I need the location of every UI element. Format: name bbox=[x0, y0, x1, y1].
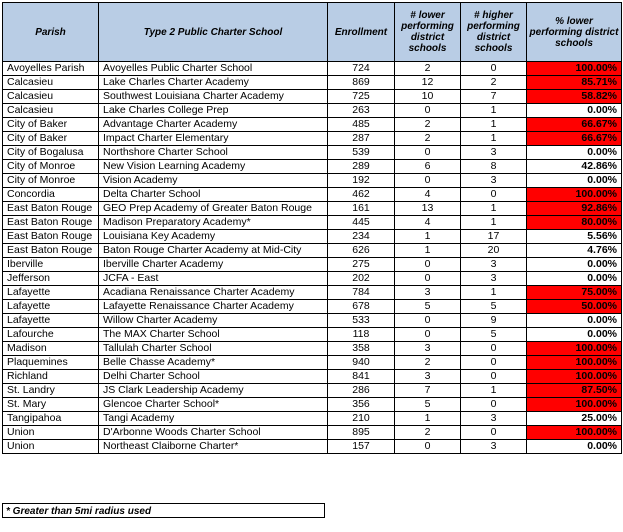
school-cell: Glencoe Charter School* bbox=[99, 398, 328, 412]
pct-cell: 0.00% bbox=[527, 440, 622, 454]
higher-count-cell: 0 bbox=[461, 398, 527, 412]
parish-cell: Calcasieu bbox=[3, 90, 99, 104]
enrollment-cell: 678 bbox=[328, 300, 395, 314]
school-cell: Madison Preparatory Academy* bbox=[99, 216, 328, 230]
table-row bbox=[3, 258, 622, 272]
parish-cell: Jefferson bbox=[3, 272, 99, 286]
higher-count-cell: 1 bbox=[461, 286, 527, 300]
table-row bbox=[3, 356, 622, 370]
table-row bbox=[3, 174, 622, 188]
school-cell: Advantage Charter Academy bbox=[99, 118, 328, 132]
header-higher-performing: # higher performing district schools bbox=[461, 3, 527, 62]
higher-count-cell: 1 bbox=[461, 118, 527, 132]
parish-cell: Concordia bbox=[3, 188, 99, 202]
enrollment-cell: 286 bbox=[328, 384, 395, 398]
lower-count-cell: 4 bbox=[395, 188, 461, 202]
school-cell: D'Arbonne Woods Charter School bbox=[99, 426, 328, 440]
higher-count-cell: 0 bbox=[461, 62, 527, 76]
lower-count-cell: 0 bbox=[395, 174, 461, 188]
pct-cell: 100.00% bbox=[527, 62, 622, 76]
table-row bbox=[3, 244, 622, 258]
enrollment-cell: 895 bbox=[328, 426, 395, 440]
lower-count-cell: 2 bbox=[395, 426, 461, 440]
header-row bbox=[3, 3, 622, 62]
lower-count-cell: 2 bbox=[395, 118, 461, 132]
pct-cell: 100.00% bbox=[527, 370, 622, 384]
parish-cell: Union bbox=[3, 440, 99, 454]
lower-count-cell: 0 bbox=[395, 258, 461, 272]
school-cell: Northshore Charter School bbox=[99, 146, 328, 160]
school-cell: Willow Charter Academy bbox=[99, 314, 328, 328]
school-cell: Lake Charles Charter Academy bbox=[99, 76, 328, 90]
parish-cell: City of Baker bbox=[3, 118, 99, 132]
enrollment-cell: 157 bbox=[328, 440, 395, 454]
enrollment-cell: 940 bbox=[328, 356, 395, 370]
lower-count-cell: 13 bbox=[395, 202, 461, 216]
lower-count-cell: 0 bbox=[395, 328, 461, 342]
pct-cell: 87.50% bbox=[527, 384, 622, 398]
higher-count-cell: 0 bbox=[461, 426, 527, 440]
pct-cell: 100.00% bbox=[527, 398, 622, 412]
parish-cell: Lafayette bbox=[3, 286, 99, 300]
higher-count-cell: 3 bbox=[461, 146, 527, 160]
pct-cell: 4.76% bbox=[527, 244, 622, 258]
enrollment-cell: 358 bbox=[328, 342, 395, 356]
pct-cell: 0.00% bbox=[527, 314, 622, 328]
higher-count-cell: 1 bbox=[461, 216, 527, 230]
header-school: Type 2 Public Charter School bbox=[99, 3, 328, 62]
parish-cell: City of Baker bbox=[3, 132, 99, 146]
enrollment-cell: 784 bbox=[328, 286, 395, 300]
header-lower-performing: # lower performing district schools bbox=[395, 3, 461, 62]
parish-cell: East Baton Rouge bbox=[3, 216, 99, 230]
higher-count-cell: 3 bbox=[461, 272, 527, 286]
pct-cell: 100.00% bbox=[527, 426, 622, 440]
table-row bbox=[3, 412, 622, 426]
enrollment-cell: 356 bbox=[328, 398, 395, 412]
lower-count-cell: 3 bbox=[395, 370, 461, 384]
parish-cell: Lafourche bbox=[3, 328, 99, 342]
pct-cell: 66.67% bbox=[527, 132, 622, 146]
lower-count-cell: 10 bbox=[395, 90, 461, 104]
lower-count-cell: 1 bbox=[395, 230, 461, 244]
school-cell: Northeast Claiborne Charter* bbox=[99, 440, 328, 454]
table-row bbox=[3, 426, 622, 440]
school-cell: The MAX Charter School bbox=[99, 328, 328, 342]
higher-count-cell: 3 bbox=[461, 174, 527, 188]
table-row bbox=[3, 132, 622, 146]
higher-count-cell: 1 bbox=[461, 132, 527, 146]
table-row bbox=[3, 202, 622, 216]
parish-cell: Lafayette bbox=[3, 314, 99, 328]
header-parish: Parish bbox=[3, 3, 99, 62]
higher-count-cell: 0 bbox=[461, 356, 527, 370]
enrollment-cell: 841 bbox=[328, 370, 395, 384]
lower-count-cell: 1 bbox=[395, 412, 461, 426]
lower-count-cell: 2 bbox=[395, 132, 461, 146]
lower-count-cell: 7 bbox=[395, 384, 461, 398]
lower-count-cell: 12 bbox=[395, 76, 461, 90]
pct-cell: 0.00% bbox=[527, 272, 622, 286]
table-row bbox=[3, 160, 622, 174]
school-cell: Southwest Louisiana Charter Academy bbox=[99, 90, 328, 104]
pct-cell: 5.56% bbox=[527, 230, 622, 244]
enrollment-cell: 445 bbox=[328, 216, 395, 230]
table-row bbox=[3, 314, 622, 328]
pct-cell: 80.00% bbox=[527, 216, 622, 230]
lower-count-cell: 5 bbox=[395, 300, 461, 314]
higher-count-cell: 20 bbox=[461, 244, 527, 258]
pct-cell: 85.71% bbox=[527, 76, 622, 90]
table-row bbox=[3, 104, 622, 118]
pct-cell: 0.00% bbox=[527, 146, 622, 160]
pct-cell: 0.00% bbox=[527, 104, 622, 118]
table-row bbox=[3, 146, 622, 160]
school-cell: Lake Charles College Prep bbox=[99, 104, 328, 118]
pct-cell: 0.00% bbox=[527, 258, 622, 272]
enrollment-cell: 485 bbox=[328, 118, 395, 132]
school-cell: Belle Chasse Academy* bbox=[99, 356, 328, 370]
header-pct-lower: % lower performing district schools bbox=[527, 3, 622, 62]
enrollment-cell: 192 bbox=[328, 174, 395, 188]
school-cell: Lafayette Renaissance Charter Academy bbox=[99, 300, 328, 314]
school-cell: Baton Rouge Charter Academy at Mid-City bbox=[99, 244, 328, 258]
table-row bbox=[3, 384, 622, 398]
lower-count-cell: 2 bbox=[395, 356, 461, 370]
pct-cell: 100.00% bbox=[527, 356, 622, 370]
lower-count-cell: 3 bbox=[395, 286, 461, 300]
enrollment-cell: 263 bbox=[328, 104, 395, 118]
pct-cell: 0.00% bbox=[527, 328, 622, 342]
parish-cell: Calcasieu bbox=[3, 76, 99, 90]
parish-cell: East Baton Rouge bbox=[3, 244, 99, 258]
table-row bbox=[3, 286, 622, 300]
parish-cell: Avoyelles Parish bbox=[3, 62, 99, 76]
pct-cell: 75.00% bbox=[527, 286, 622, 300]
parish-cell: East Baton Rouge bbox=[3, 202, 99, 216]
lower-count-cell: 3 bbox=[395, 342, 461, 356]
enrollment-cell: 539 bbox=[328, 146, 395, 160]
lower-count-cell: 1 bbox=[395, 244, 461, 258]
pct-cell: 25.00% bbox=[527, 412, 622, 426]
parish-cell: Plaquemines bbox=[3, 356, 99, 370]
school-cell: Acadiana Renaissance Charter Academy bbox=[99, 286, 328, 300]
parish-cell: Madison bbox=[3, 342, 99, 356]
school-cell: Impact Charter Elementary bbox=[99, 132, 328, 146]
enrollment-cell: 234 bbox=[328, 230, 395, 244]
school-cell: Louisiana Key Academy bbox=[99, 230, 328, 244]
charter-school-table bbox=[2, 2, 622, 454]
school-cell: Avoyelles Public Charter School bbox=[99, 62, 328, 76]
table-row bbox=[3, 216, 622, 230]
parish-cell: Iberville bbox=[3, 258, 99, 272]
table-row bbox=[3, 62, 622, 76]
table-row bbox=[3, 230, 622, 244]
table-row bbox=[3, 328, 622, 342]
footnote: * Greater than 5mi radius used bbox=[2, 503, 325, 518]
higher-count-cell: 0 bbox=[461, 342, 527, 356]
higher-count-cell: 3 bbox=[461, 258, 527, 272]
enrollment-cell: 869 bbox=[328, 76, 395, 90]
enrollment-cell: 626 bbox=[328, 244, 395, 258]
table-row bbox=[3, 300, 622, 314]
table-row bbox=[3, 188, 622, 202]
school-cell: GEO Prep Academy of Greater Baton Rouge bbox=[99, 202, 328, 216]
enrollment-cell: 289 bbox=[328, 160, 395, 174]
higher-count-cell: 1 bbox=[461, 104, 527, 118]
school-cell: Delhi Charter School bbox=[99, 370, 328, 384]
higher-count-cell: 5 bbox=[461, 328, 527, 342]
lower-count-cell: 2 bbox=[395, 62, 461, 76]
parish-cell: St. Mary bbox=[3, 398, 99, 412]
higher-count-cell: 1 bbox=[461, 384, 527, 398]
parish-cell: East Baton Rouge bbox=[3, 230, 99, 244]
enrollment-cell: 287 bbox=[328, 132, 395, 146]
table-row bbox=[3, 370, 622, 384]
higher-count-cell: 2 bbox=[461, 76, 527, 90]
parish-cell: Union bbox=[3, 426, 99, 440]
enrollment-cell: 118 bbox=[328, 328, 395, 342]
parish-cell: City of Monroe bbox=[3, 174, 99, 188]
pct-cell: 92.86% bbox=[527, 202, 622, 216]
higher-count-cell: 17 bbox=[461, 230, 527, 244]
table-row bbox=[3, 440, 622, 454]
pct-cell: 0.00% bbox=[527, 174, 622, 188]
school-cell: Delta Charter School bbox=[99, 188, 328, 202]
lower-count-cell: 4 bbox=[395, 216, 461, 230]
enrollment-cell: 202 bbox=[328, 272, 395, 286]
table-row bbox=[3, 118, 622, 132]
parish-cell: City of Monroe bbox=[3, 160, 99, 174]
pct-cell: 50.00% bbox=[527, 300, 622, 314]
school-cell: Iberville Charter Academy bbox=[99, 258, 328, 272]
parish-cell: City of Bogalusa bbox=[3, 146, 99, 160]
school-cell: Tallulah Charter School bbox=[99, 342, 328, 356]
enrollment-cell: 533 bbox=[328, 314, 395, 328]
school-cell: Vision Academy bbox=[99, 174, 328, 188]
parish-cell: St. Landry bbox=[3, 384, 99, 398]
table-row bbox=[3, 272, 622, 286]
parish-cell: Richland bbox=[3, 370, 99, 384]
lower-count-cell: 0 bbox=[395, 146, 461, 160]
pct-cell: 58.82% bbox=[527, 90, 622, 104]
parish-cell: Calcasieu bbox=[3, 104, 99, 118]
enrollment-cell: 210 bbox=[328, 412, 395, 426]
higher-count-cell: 9 bbox=[461, 314, 527, 328]
school-cell: JCFA - East bbox=[99, 272, 328, 286]
higher-count-cell: 8 bbox=[461, 160, 527, 174]
school-cell: JS Clark Leadership Academy bbox=[99, 384, 328, 398]
lower-count-cell: 0 bbox=[395, 314, 461, 328]
lower-count-cell: 0 bbox=[395, 272, 461, 286]
school-cell: Tangi Academy bbox=[99, 412, 328, 426]
pct-cell: 42.86% bbox=[527, 160, 622, 174]
lower-count-cell: 0 bbox=[395, 440, 461, 454]
enrollment-cell: 275 bbox=[328, 258, 395, 272]
lower-count-cell: 0 bbox=[395, 104, 461, 118]
table-body bbox=[3, 62, 622, 454]
enrollment-cell: 161 bbox=[328, 202, 395, 216]
higher-count-cell: 5 bbox=[461, 300, 527, 314]
pct-cell: 66.67% bbox=[527, 118, 622, 132]
higher-count-cell: 1 bbox=[461, 202, 527, 216]
parish-cell: Lafayette bbox=[3, 300, 99, 314]
school-cell: New Vision Learning Academy bbox=[99, 160, 328, 174]
higher-count-cell: 0 bbox=[461, 188, 527, 202]
table-row bbox=[3, 76, 622, 90]
enrollment-cell: 724 bbox=[328, 62, 395, 76]
header-enrollment: Enrollment bbox=[328, 3, 395, 62]
parish-cell: Tangipahoa bbox=[3, 412, 99, 426]
enrollment-cell: 462 bbox=[328, 188, 395, 202]
higher-count-cell: 3 bbox=[461, 440, 527, 454]
table-row bbox=[3, 342, 622, 356]
higher-count-cell: 0 bbox=[461, 370, 527, 384]
higher-count-cell: 3 bbox=[461, 412, 527, 426]
pct-cell: 100.00% bbox=[527, 188, 622, 202]
pct-cell: 100.00% bbox=[527, 342, 622, 356]
table-row bbox=[3, 398, 622, 412]
higher-count-cell: 7 bbox=[461, 90, 527, 104]
table-row bbox=[3, 90, 622, 104]
charter-school-table-sheet bbox=[2, 2, 622, 454]
enrollment-cell: 725 bbox=[328, 90, 395, 104]
lower-count-cell: 5 bbox=[395, 398, 461, 412]
lower-count-cell: 6 bbox=[395, 160, 461, 174]
